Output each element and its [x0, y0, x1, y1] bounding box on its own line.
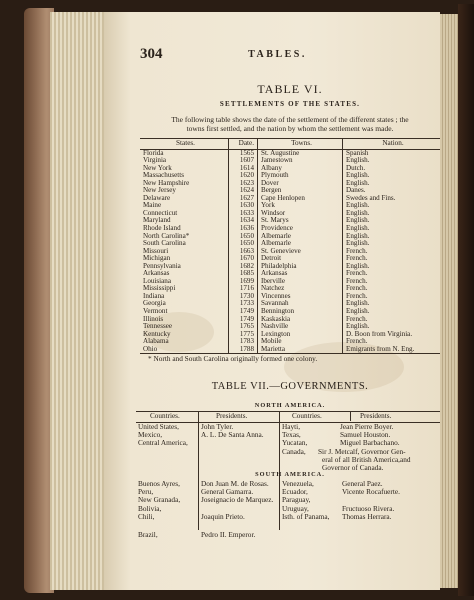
north-countries-left: [138, 423, 188, 448]
settlement-row: [140, 278, 440, 286]
president-name: Pedro II. Emperor.: [201, 530, 256, 540]
state-name: New Hampshire: [143, 179, 190, 187]
nation-name: English.: [346, 225, 370, 233]
state-name: Illinois: [143, 315, 164, 323]
table6-subtitle: SETTLEMENTS OF THE STATES.: [219, 100, 361, 108]
settlement-row: [140, 240, 440, 248]
column-header-presidents: Presidents.: [216, 412, 248, 420]
nation-name: French.: [346, 277, 368, 285]
settlement-date: 1670: [229, 255, 258, 263]
nation-name: English.: [346, 240, 370, 248]
table6-title: TABLE VI.: [257, 82, 323, 96]
town-name: Natchez: [258, 285, 343, 293]
settlement-date: 1783: [229, 338, 258, 346]
nation-name: English.: [346, 209, 370, 217]
country-name: New Granada,: [138, 495, 181, 505]
state-name: Maine: [143, 202, 162, 210]
column-header-countries: Countries.: [150, 412, 180, 420]
state-name: New York: [143, 164, 172, 172]
settlement-date: 1636: [229, 225, 258, 233]
settlement-row: [140, 338, 440, 346]
state-name: Indiana: [143, 292, 165, 300]
settlement-date: 1623: [229, 180, 258, 188]
country-name: Hayti,: [282, 422, 301, 431]
town-name: Jamestown: [258, 157, 343, 165]
nation-name: French.: [346, 285, 368, 293]
settlement-row: [140, 323, 440, 331]
settlement-date: 1633: [229, 210, 258, 218]
state-name: Missouri: [143, 247, 169, 255]
state-name: Louisiana: [143, 277, 171, 285]
nation-name: English.: [346, 217, 370, 225]
north-presidents-right: [318, 423, 411, 472]
state-name: Vermont: [143, 308, 168, 316]
nation-name: Emigrants from N. Eng.: [343, 346, 441, 354]
settlement-row: [140, 346, 440, 354]
town-name: Mobile: [258, 338, 343, 346]
settlement-row: [140, 308, 440, 316]
settlement-row: [140, 263, 440, 271]
state-name: Mississippi: [143, 285, 176, 293]
country-name: Isth. of Panama,: [282, 511, 330, 521]
country-name: Canada,: [282, 446, 306, 456]
book-cover-right: [458, 4, 474, 596]
nation-name: English.: [346, 232, 370, 240]
state-name: North Carolina*: [143, 232, 190, 240]
president-name: Don Juan M. de Rosas.: [201, 479, 269, 488]
column-divider: [350, 411, 351, 421]
country-name: Buenos Ayres,: [138, 479, 180, 488]
president-name: A. L. De Santa Anna.: [201, 430, 264, 440]
president-name: Sir J. Metcalf, Governor Gen-: [318, 446, 406, 456]
president-name: Fructuoso Rivera.: [342, 503, 395, 513]
settlement-row: [140, 195, 440, 203]
settlement-date: 1663: [229, 248, 258, 256]
town-name: York: [258, 202, 343, 210]
town-name: Arkansas: [258, 270, 343, 278]
state-name: Maryland: [143, 217, 171, 225]
president-name: Samuel Houston.: [340, 430, 391, 440]
column-header-towns: Towns.: [258, 139, 343, 150]
nation-name: Swedes and Fins.: [346, 194, 396, 202]
country-name: Ecuador,: [282, 487, 308, 497]
settlements-header-row: [140, 139, 440, 150]
country-name: Brazil,: [138, 530, 158, 540]
settlement-row: [140, 172, 440, 180]
country-name: Mexico,: [138, 430, 163, 440]
settlement-row: [140, 187, 440, 195]
nation-name: D. Boon from Virginia.: [346, 330, 413, 338]
state-name: Alabama: [143, 338, 169, 346]
nation-name: French.: [346, 292, 368, 300]
president-name: Thomas Herrara.: [342, 511, 392, 521]
state-name: Ohio: [140, 346, 229, 354]
settlement-date: 1685: [229, 270, 258, 278]
north-countries-right: [282, 423, 307, 456]
town-name: Savannah: [258, 300, 343, 308]
state-name: Connecticut: [143, 209, 178, 217]
town-name: Lexington: [258, 331, 343, 339]
nation-name: English.: [346, 308, 370, 316]
town-name: Nashville: [258, 323, 343, 331]
country-name: United States,: [138, 422, 179, 431]
president-name: Joaquin Prieto.: [201, 511, 245, 521]
settlement-row: [140, 255, 440, 263]
country-name: Venezuela,: [282, 479, 314, 488]
settlement-row: [140, 165, 440, 173]
town-name: Iberville: [258, 278, 343, 286]
column-header-countries: Countries.: [292, 412, 322, 420]
settlement-date: 1607: [229, 157, 258, 165]
president-name: General Paez.: [342, 479, 383, 488]
president-name: Miguel Barbachano.: [340, 438, 400, 448]
nation-name: English.: [346, 172, 370, 180]
town-name: Albemarle: [258, 233, 343, 241]
settlement-row: [140, 270, 440, 278]
state-name: Michigan: [143, 255, 171, 263]
president-name: eral of all British America,and: [322, 454, 411, 464]
settlement-date: 1634: [229, 217, 258, 225]
president-name: Vicente Rocafuerte.: [342, 487, 400, 497]
nation-name: Dutch.: [346, 164, 366, 172]
nation-name: French.: [346, 270, 368, 278]
settlement-date: 1682: [229, 263, 258, 271]
town-name: Plymouth: [258, 172, 343, 180]
settlement-date: 1620: [229, 172, 258, 180]
country-name: Peru,: [138, 487, 154, 497]
settlement-date: 1630: [229, 202, 258, 210]
blank-line: [201, 521, 273, 529]
table6-footnote: * North and South Carolina originally formed one colony.: [148, 354, 318, 363]
state-name: South Carolina: [143, 240, 186, 248]
nation-name: Spanish: [346, 149, 369, 157]
page-stack-left: [50, 12, 110, 590]
settlement-row: [140, 202, 440, 210]
settlement-row: [140, 157, 440, 165]
settlement-row: [140, 210, 440, 218]
table6-description-line: towns first settled, and the nation by whom the settlement was made.: [186, 124, 394, 133]
town-name: Bennington: [258, 308, 343, 316]
settlement-row: [140, 285, 440, 293]
nation-name: English.: [346, 202, 370, 210]
town-name: St. Genevieve: [258, 248, 343, 256]
nation-name: English.: [346, 300, 370, 308]
south-presidents-right: [342, 480, 400, 521]
settlement-row: [140, 331, 440, 339]
state-name: Virginia: [143, 157, 167, 165]
blank-line: [138, 521, 180, 529]
settlement-date: 1788: [229, 346, 258, 354]
town-name: Dover: [258, 180, 343, 188]
nation-name: French.: [346, 338, 368, 346]
town-name: Windsor: [258, 210, 343, 218]
settlement-row: [140, 300, 440, 308]
table6-description-line: The following table shows the date of the settlement of the different states ; the: [171, 115, 409, 124]
running-head: TABLES.: [248, 49, 307, 60]
settlement-date: 1650: [229, 233, 258, 241]
settlement-row: [140, 316, 440, 324]
settlement-date: 1565: [229, 149, 258, 157]
president-name: General Gamarra.: [201, 487, 254, 497]
country-name: Yucatan,: [282, 438, 308, 448]
nation-name: English.: [346, 157, 370, 165]
nation-name: French.: [346, 315, 368, 323]
settlement-row: [140, 248, 440, 256]
country-name: Bolivia,: [138, 503, 162, 513]
north-presidents-left: [201, 423, 264, 439]
town-name: Philadelphia: [258, 263, 343, 271]
state-name: Arkansas: [143, 270, 170, 278]
south-presidents-left: [201, 480, 273, 539]
south-countries-left: [138, 480, 180, 539]
settlement-date: 1627: [229, 195, 258, 203]
settlement-date: 1765: [229, 323, 258, 331]
settlement-row: [140, 225, 440, 233]
president-name: Joseignacio de Marquez.: [201, 495, 274, 505]
column-header-states: States.: [140, 139, 229, 150]
state-name: Rhode Island: [143, 225, 181, 233]
state-name: Tennessee: [143, 323, 173, 331]
settlement-date: 1749: [229, 308, 258, 316]
page-header: [140, 46, 415, 62]
settlements-table: [140, 138, 440, 354]
south-america-label: SOUTH AMERICA.: [255, 471, 325, 478]
settlement-date: 1624: [229, 187, 258, 195]
settlement-row: [140, 293, 440, 301]
settlement-date: 1775: [229, 331, 258, 339]
town-name: St. Marys: [258, 217, 343, 225]
settlement-date: 1614: [229, 165, 258, 173]
town-name: Providence: [258, 225, 343, 233]
column-header-nation: Nation.: [343, 139, 441, 150]
town-name: Albemarle: [258, 240, 343, 248]
settlement-date: 1733: [229, 300, 258, 308]
settlement-row: [140, 217, 440, 225]
state-name: Florida: [143, 149, 164, 157]
nation-name: English.: [346, 262, 370, 270]
settlements-table-body: [140, 149, 440, 354]
president-name: John Tyler.: [201, 422, 234, 431]
page-number: 304: [140, 46, 163, 62]
town-name: Kaskaskia: [258, 316, 343, 324]
nation-name: French.: [346, 255, 368, 263]
settlement-row: [140, 180, 440, 188]
settlement-date: 1716: [229, 285, 258, 293]
table6-description: [140, 115, 440, 133]
column-header-presidents: Presidents.: [360, 412, 392, 420]
settlement-date: 1749: [229, 316, 258, 324]
country-name: Uruguay,: [282, 503, 309, 513]
town-name: St. Augustine: [258, 149, 343, 157]
town-name: Marietta: [258, 346, 343, 354]
town-name: Albany: [258, 165, 343, 173]
settlement-row: [140, 233, 440, 241]
nation-name: Danes.: [346, 187, 366, 195]
state-name: New Jersey: [143, 187, 176, 195]
settlement-row: [140, 149, 440, 157]
state-name: Massachusetts: [143, 172, 184, 180]
town-name: Bergen: [258, 187, 343, 195]
country-name: Paraguay,: [282, 495, 311, 505]
settlement-date: 1699: [229, 278, 258, 286]
table7-title: TABLE VII.—GOVERNMENTS.: [211, 381, 369, 392]
page-edge-right: [440, 14, 460, 588]
state-name: Georgia: [143, 300, 166, 308]
town-name: Detroit: [258, 255, 343, 263]
south-countries-right: [282, 480, 329, 521]
settlement-date: 1650: [229, 240, 258, 248]
president-name: Jean Pierre Boyer.: [340, 422, 394, 431]
country-name: Central America,: [138, 438, 188, 448]
state-name: Delaware: [143, 194, 171, 202]
nation-name: English.: [346, 323, 370, 331]
country-name: Texas,: [282, 430, 301, 440]
state-name: Kentucky: [143, 330, 171, 338]
north-america-label: NORTH AMERICA.: [254, 402, 326, 409]
president-name: Governor of Canada.: [322, 463, 384, 473]
nation-name: English.: [346, 179, 370, 187]
state-name: Pennsylvania: [143, 262, 181, 270]
column-header-date: Date.: [229, 139, 258, 150]
country-name: Chili,: [138, 511, 155, 521]
settlement-date: 1730: [229, 293, 258, 301]
town-name: Vincennes: [258, 293, 343, 301]
town-name: Cape Henlopen: [258, 195, 343, 203]
nation-name: French.: [346, 247, 368, 255]
